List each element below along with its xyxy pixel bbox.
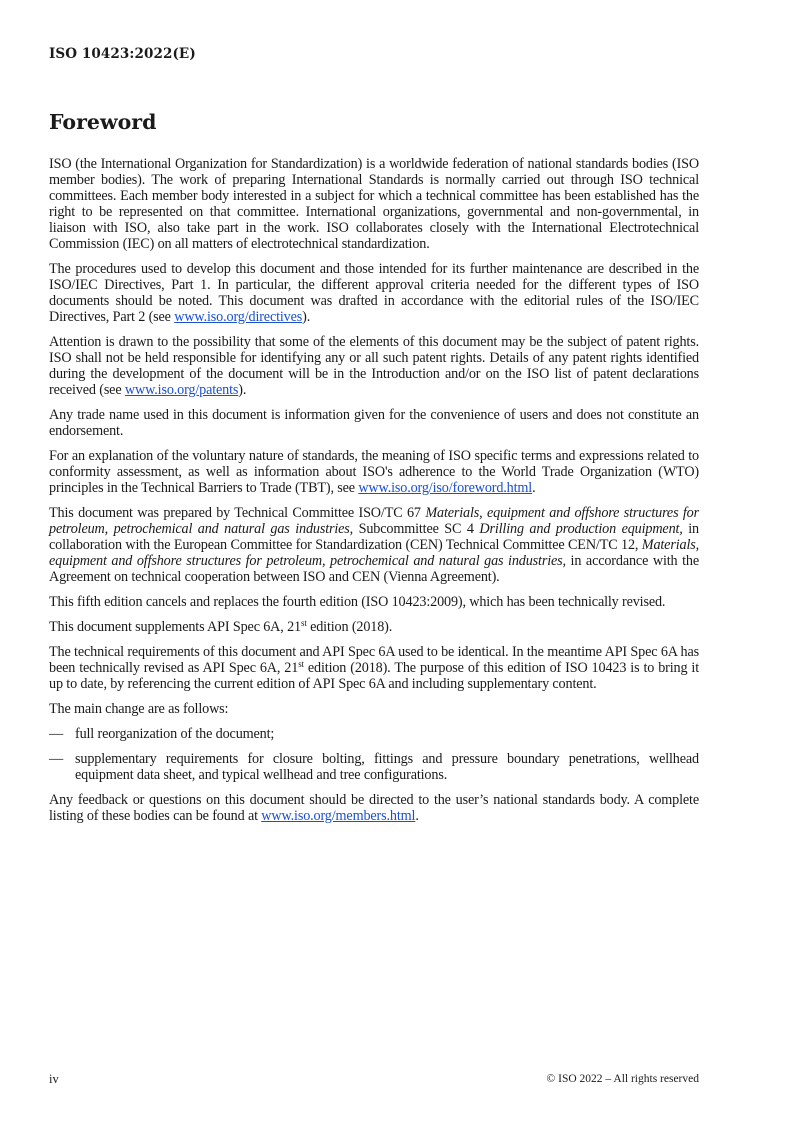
document-id-header: ISO 10423:2022(E) (49, 46, 196, 62)
paragraph-voluntary-nature (49, 448, 699, 496)
paragraph-procedures (49, 261, 699, 325)
ordinal-suffix: st (300, 618, 307, 628)
foreword-link[interactable]: www.iso.org/iso/foreword.html (358, 480, 533, 496)
paragraph-text: Subcommittee SC 4 (353, 521, 480, 537)
paragraph-text: The technical requirements of this document and API Spec 6A used to be identical. In the meantime API Spec 6A has been technically revised as API Spec 6A, 21 (49, 644, 699, 676)
paragraph-text: This document supplements API Spec 6A, 21 (49, 619, 301, 635)
paragraph-text: edition (2018). The purpose of this edition of ISO 10423 is to bring it up to date, by referencing the current edition of API Spec 6A and including supplementary content. (49, 660, 699, 692)
paragraph-text: in collaboration with the European Committee for Standardization (CEN) Technical Committee CEN/TC 12, (49, 521, 699, 553)
paragraph-iso-intro: ISO (the International Organization for Standardization) is a worldwide federation of national standards bodies (ISO member bodies). The work of preparing International Standards is normally carried out through ISO technical committees. Each member body interested in a subject for which a technical committee has been established has the right to be represented on that committee. International organizations, governmental and non-governmental, in liaison with ISO, also take part in the work. ISO collaborates closely with the International Electrotechnical Commission (IEC) on all matters of electrotechnical standardization. (49, 156, 699, 252)
list-item (49, 726, 699, 742)
paragraph-text: Attention is drawn to the possibility that some of the elements of this document may be the subject of patent rights. ISO shall not be held responsible for identifying any or all such patent rights. Details of any patent rights identified during the development of the document will be in the Introduction and/or on the ISO list of patent declarations received (see (49, 334, 699, 398)
paragraph-text: The procedures used to develop this document and those intended for its further maintenance are described in the ISO/IEC Directives, Part 1. In particular, the different approval criteria needed for the different types of ISO documents should be noted. This document was drafted in accordance with the editorial rules of the ISO/IEC Directives, Part 2 (see (49, 261, 699, 325)
committee-title: Materials, equipment and offshore structures for petroleum, petrochemical and natural gas industries, (49, 505, 700, 537)
paragraph-feedback (49, 792, 699, 824)
paragraph-text: in accordance with the Agreement on technical cooperation between ISO and CEN (Vienna Agreement). (49, 553, 699, 585)
paragraph-text: ). (238, 382, 247, 398)
page-title: Foreword (49, 110, 157, 134)
page-number: iv (49, 1072, 59, 1086)
foreword-body (49, 156, 699, 833)
directives-link[interactable]: www.iso.org/directives (174, 309, 303, 325)
paragraph-text: . (532, 480, 536, 496)
members-link[interactable]: www.iso.org/members.html (261, 808, 416, 824)
paragraph-trade-name: Any trade name used in this document is information given for the convenience of users and does not constitute an endorsement. (49, 407, 699, 439)
paragraph-text: This document was prepared by Technical Committee ISO/TC 67 (49, 505, 426, 521)
list-item (49, 751, 699, 783)
subcommittee-title: Drilling and production equipment, (479, 521, 683, 537)
paragraph-text: Any feedback or questions on this document should be directed to the user’s national standards body. A complete listing of these bodies can be found at (49, 792, 699, 824)
copyright-notice: © ISO 2022 – All rights reserved (546, 1073, 699, 1085)
dash-bullet: — (49, 726, 64, 742)
list-item-text: supplementary requirements for closure bolting, fittings and pressure boundary penetrations, wellhead equipment data sheet, and typical wellhead and tree configurations. (75, 751, 699, 783)
list-item-text: full reorganization of the document; (75, 726, 275, 742)
paragraph-edition: This fifth edition cancels and replaces the fourth edition (ISO 10423:2009), which has been technically revised. (49, 594, 666, 610)
paragraph-text: For an explanation of the voluntary nature of standards, the meaning of ISO specific terms and expressions related to conformity assessment, as well as information about ISO's adherence to the World Trade Organization (WTO) principles in the Technical Barriers to Trade (TBT), see (49, 448, 699, 496)
paragraph-patents (49, 334, 699, 398)
paragraph-main-changes-intro: The main change are as follows: (49, 701, 229, 717)
paragraph-text: edition (2018). (306, 619, 393, 635)
paragraph-technical-requirements (49, 644, 699, 692)
paragraph-prepared-by (49, 505, 699, 585)
patents-link[interactable]: www.iso.org/patents (124, 382, 239, 398)
ordinal-suffix: st (298, 659, 304, 669)
changes-list (49, 726, 699, 783)
dash-bullet: — (49, 751, 64, 767)
paragraph-text: . (415, 808, 419, 824)
paragraph-text: ). (302, 309, 311, 325)
cen-committee-title: Materials, equipment and offshore structures for petroleum, petrochemical and natural gas industries, (49, 537, 699, 569)
paragraph-supplements (49, 619, 699, 635)
